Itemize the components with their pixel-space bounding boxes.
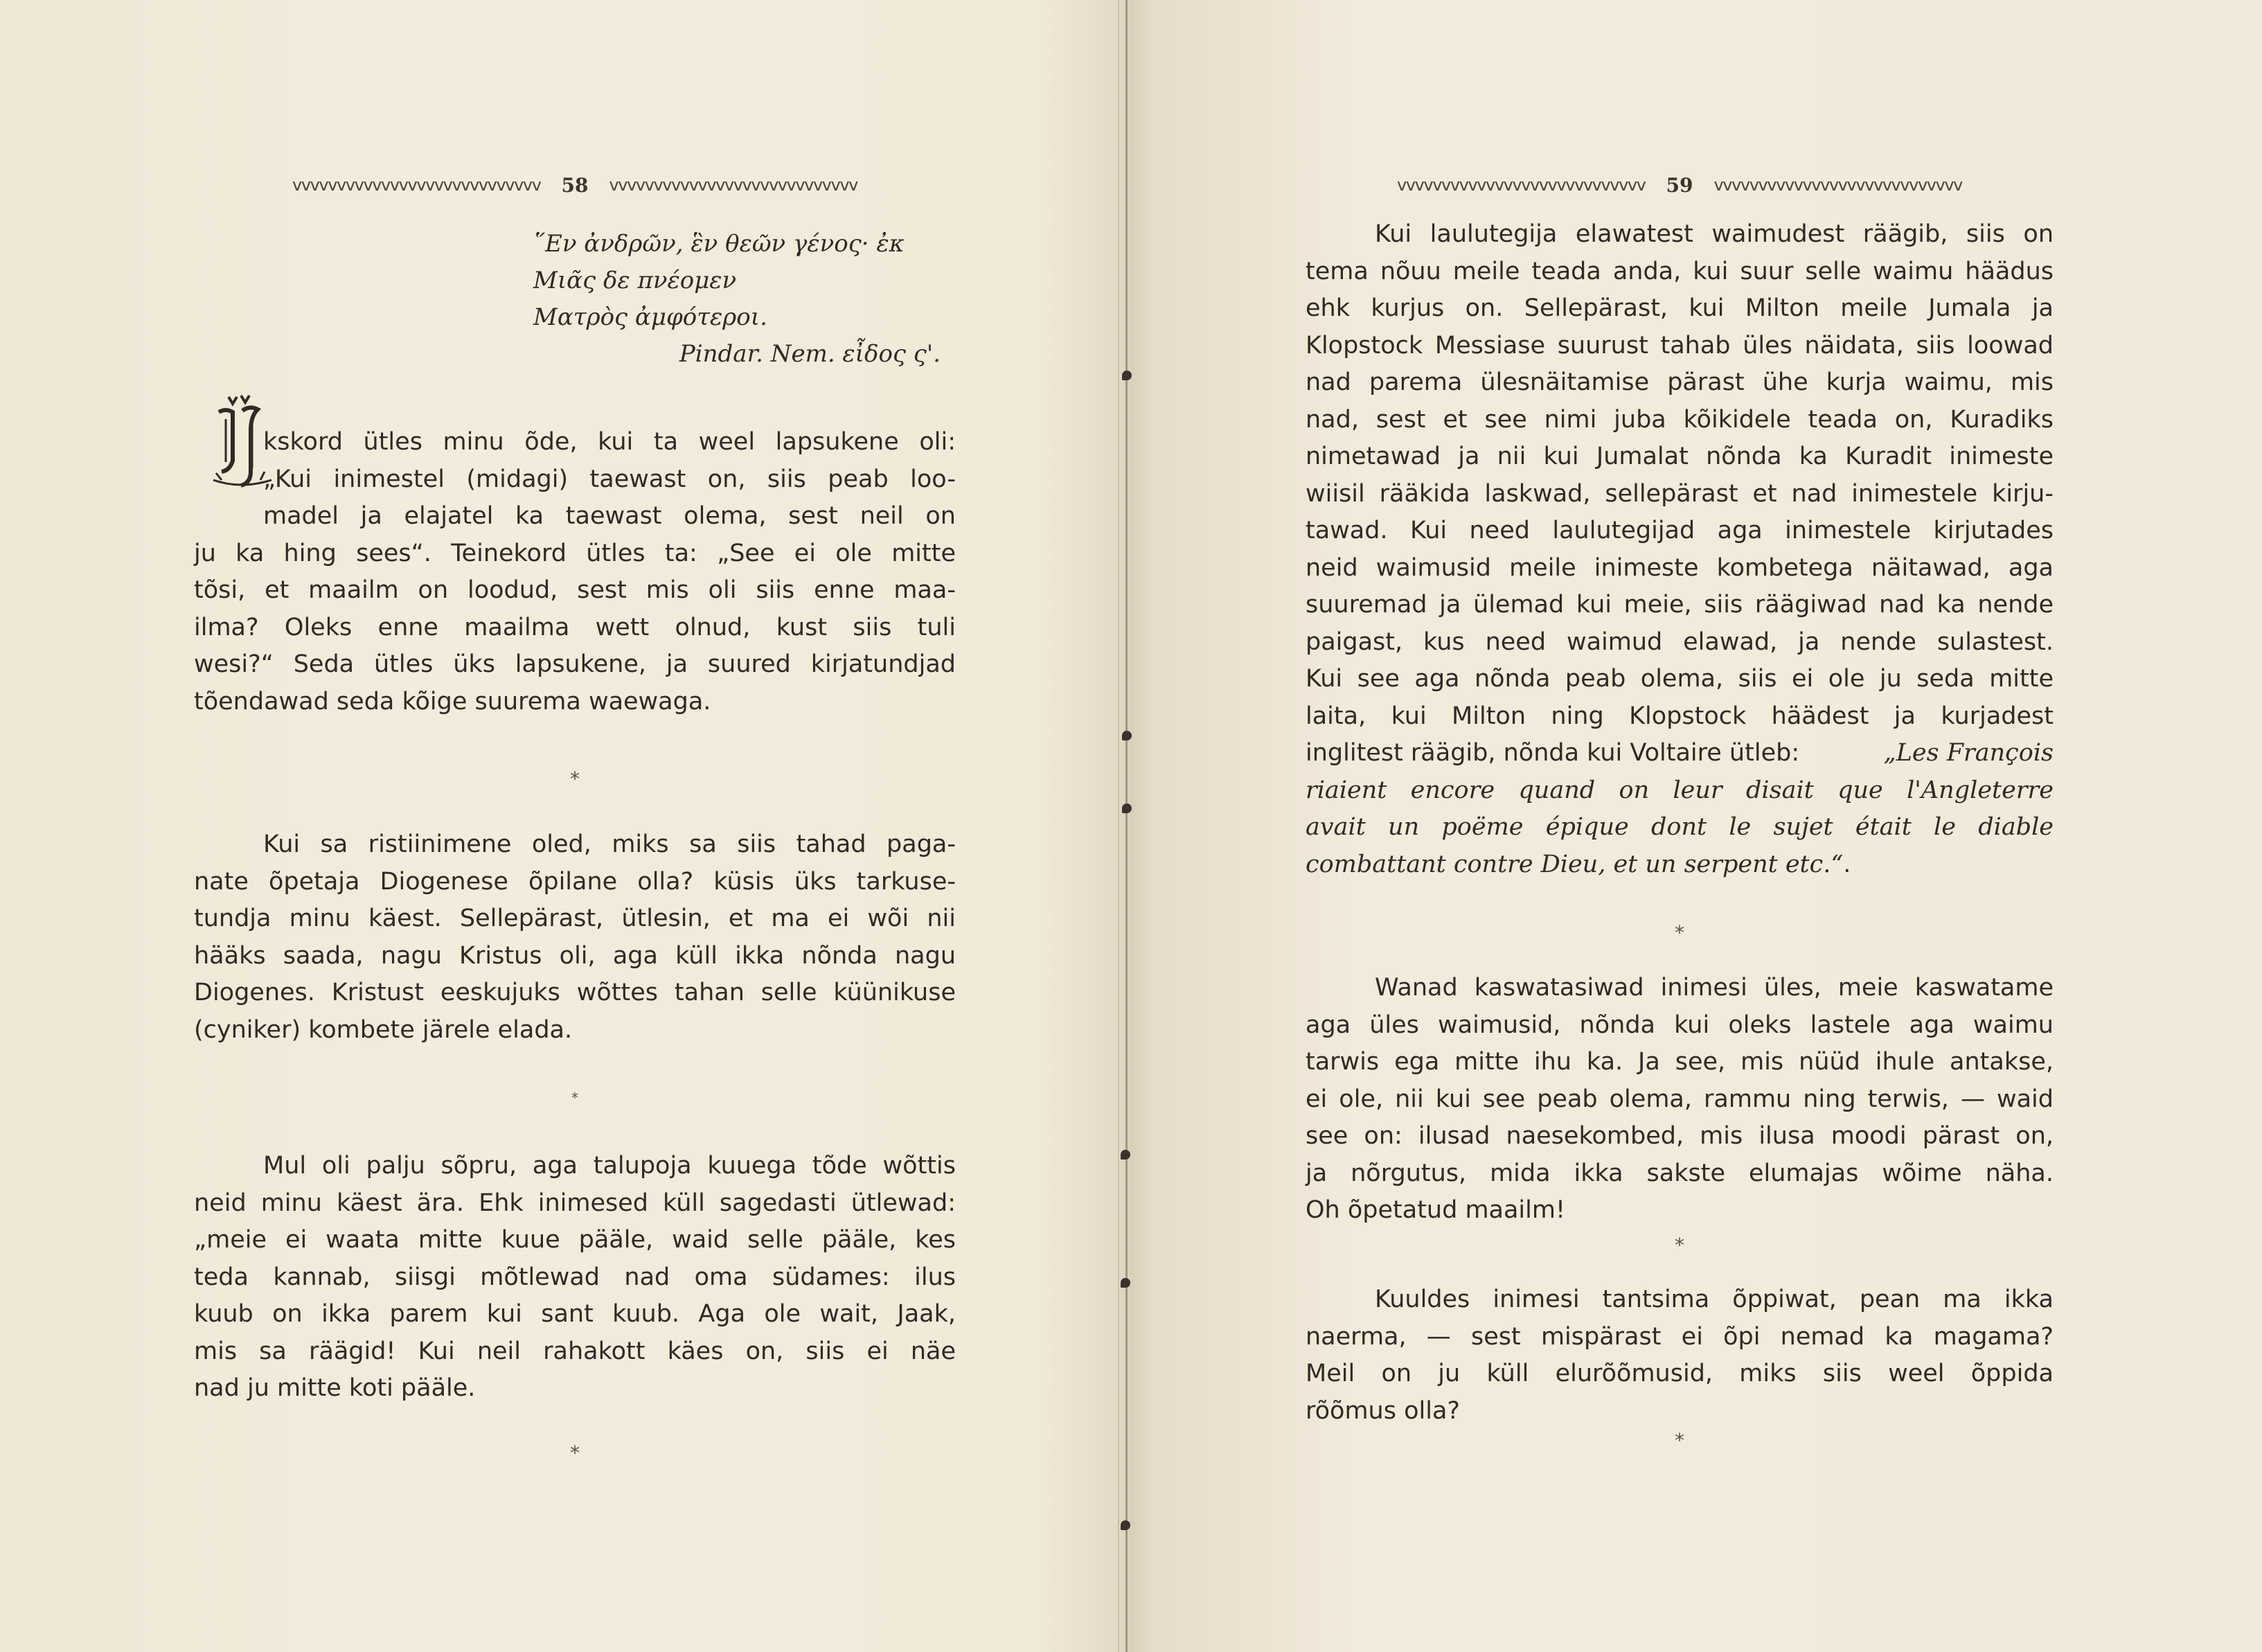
text-line: wesi?“ Seda ütles üks lapsukene, ja suured kirjatundjad bbox=[194, 650, 956, 678]
text-line: Diogenes. Kristust eeskujuks wõttes tahan selle küünikuse bbox=[194, 979, 956, 1006]
text-line: tõsi, et maailm on loodud, sest mis oli siis enne maa- bbox=[194, 576, 956, 604]
page-number: 58 bbox=[561, 173, 589, 197]
text-line: nad ju mitte koti pääle. bbox=[194, 1374, 476, 1402]
text-line: madel ja elajatel ka taewast olema, sest neil on bbox=[263, 502, 956, 530]
text-line: tundja minu käest. Sellepärast, ütlesin, et ma ei wõi nii bbox=[194, 905, 956, 932]
binding-stitch bbox=[1121, 1150, 1130, 1160]
epigraph-line: Ματρὸς ἀμφότεροι. bbox=[533, 303, 767, 331]
binding-stitch bbox=[1122, 371, 1132, 380]
section-separator: * bbox=[571, 1090, 578, 1106]
text-line: nad, sest et see nimi juba kõikidele teada on, Kuradiks bbox=[1306, 405, 2054, 434]
text-line: wiisil rääkida laskwad, sellepärast et nad inimestele kirju- bbox=[1306, 479, 2054, 508]
paragraph-1 bbox=[1306, 216, 2054, 883]
section-separator: * bbox=[570, 767, 580, 790]
text-line: Kui see aga nõnda peab olema, siis ei ole ju seda mitte bbox=[1306, 665, 2054, 693]
paragraph-3 bbox=[194, 1148, 956, 1407]
text-span: . bbox=[1843, 850, 1851, 878]
text-line: nad parema ülesnäitamise pärast ühe kurja waimu, mis bbox=[1306, 368, 2054, 396]
binding-stitch bbox=[1122, 803, 1132, 813]
text-line: ei ole, nii kui see peab olema, rammu ning terwis, — waid bbox=[1306, 1085, 2054, 1113]
text-line: kskord ütles minu õde, kui ta weel lapsukene oli: bbox=[263, 428, 956, 456]
page-number: 59 bbox=[1666, 173, 1693, 197]
header-ornament: vvvvvvvvvvvvvvvvvvvvvvvvvvvv bbox=[1713, 175, 1962, 195]
text-line: Wanad kaswatasiwad inimesi üles, meie kaswatame bbox=[1375, 974, 2054, 1002]
text-line: nimetawad ja nii kui Jumalat nõnda ka Kuradit inimeste bbox=[1306, 443, 2054, 470]
text-line: tarwis ega mitte ihu ka. Ja see, mis nüüd ihule antakse, bbox=[1306, 1048, 2054, 1076]
gutter-shadow bbox=[1118, 0, 1119, 1652]
text-line: tõendawad seda kõige suurema waewaga. bbox=[194, 687, 711, 716]
section-separator: * bbox=[570, 1441, 580, 1464]
text-line: Kui laulutegija elawatest waimudest räägib, siis on bbox=[1375, 220, 2054, 248]
text-line: Meil on ju küll elurõõmusid, miks siis weel õppida bbox=[1306, 1360, 2054, 1387]
text-line: suuremad ja ülemad kui meie, siis räägiwad nad ka nende bbox=[1306, 591, 2054, 619]
paragraph-2 bbox=[194, 826, 956, 1049]
section-separator: * bbox=[1675, 1234, 1684, 1256]
paragraph-3 bbox=[1306, 1281, 2054, 1430]
left-page bbox=[194, 0, 956, 1652]
text-line bbox=[1306, 846, 2054, 884]
page-header bbox=[1306, 171, 2054, 199]
text-line: Kuuldes inimesi tantsima õppiwat, pean ma ikka bbox=[1375, 1286, 2054, 1313]
text-line: laita, kui Milton ning Klopstock häädest ja kurjadest bbox=[1306, 702, 2054, 730]
text-line: ehk kurjus on. Sellepärast, kui Milton meile Jumala ja bbox=[1306, 294, 2054, 322]
text-line: „Kui inimestel (midagi) taewast on, siis peab loo- bbox=[263, 465, 956, 493]
text-line: Klopstock Messiase suurust tahab üles näidata, siis loowad bbox=[1306, 331, 2054, 359]
text-line: Mul oli palju sõpru, aga talupoja kuuega tõde wõttis bbox=[263, 1152, 956, 1180]
text-line: mis sa räägid! Kui neil rahakott käes on, siis ei näe bbox=[194, 1337, 956, 1365]
text-line: (cyniker) kombete järele elada. bbox=[194, 1015, 573, 1044]
section-separator: * bbox=[1675, 1429, 1684, 1452]
text-line: Oh õpetatud maailm! bbox=[1306, 1196, 1566, 1224]
text-line: neid minu käest ära. Ehk inimesed küll sagedasti ütlewad: bbox=[194, 1189, 956, 1217]
book-gutter bbox=[1125, 0, 1128, 1652]
header-ornament: vvvvvvvvvvvvvvvvvvvvvvvvvvvv bbox=[1397, 175, 1646, 195]
paragraph-2 bbox=[1306, 970, 2054, 1229]
text-line: ilma? Oleks enne maailma wett olnud, kust siis tuli bbox=[194, 613, 956, 641]
text-line: kuub on ikka parem kui sant kuub. Aga ole wait, Jaak, bbox=[194, 1300, 956, 1328]
epigraph-line: ῞Εν ἀνδρῶν, ἓν θεῶν γένος· ἐκ bbox=[533, 230, 905, 258]
french-quote: „Les François bbox=[1883, 739, 2054, 767]
text-span: inglitest räägib, nõnda kui Voltaire ütleb: bbox=[1306, 739, 1800, 767]
right-page bbox=[1306, 0, 2054, 1652]
french-quote: riaient encore quand on leur disait que l'Angleterre bbox=[1306, 776, 2054, 804]
text-line: aga üles waimusid, nõnda kui oleks lastele aga waimu bbox=[1306, 1011, 2054, 1039]
text-line: nate õpetaja Diogenese õpilane olla? küsis üks tarkuse- bbox=[194, 867, 956, 896]
text-line: hääks saada, nagu Kristus oli, aga küll ikka nõnda nagu bbox=[194, 941, 956, 970]
binding-stitch bbox=[1121, 1520, 1130, 1530]
text-line: rõõmus olla? bbox=[1306, 1396, 1460, 1425]
text-line: ju ka hing sees“. Teinekord ütles ta: „See ei ole mitte bbox=[194, 539, 956, 567]
paragraph-1 bbox=[194, 424, 956, 720]
epigraph-attribution: Pindar. Nem. εἶδος ς'. bbox=[679, 340, 941, 368]
header-ornament: vvvvvvvvvvvvvvvvvvvvvvvvvvvv bbox=[292, 175, 541, 195]
page-header bbox=[194, 171, 956, 199]
text-line: tawad. Kui need laulutegijad aga inimestele kirjutades bbox=[1306, 517, 2054, 544]
text-line: Kui sa ristiinimene oled, miks sa siis tahad paga- bbox=[263, 831, 956, 858]
binding-stitch bbox=[1122, 731, 1132, 740]
french-quote: combattant contre Dieu, et un serpent etc.“ bbox=[1306, 850, 1844, 878]
text-line: paigast, kus need waimud elawad, ja nende sulastest. bbox=[1306, 628, 2054, 656]
binding-stitch bbox=[1121, 1278, 1130, 1288]
text-line: tema nõuu meile teada anda, kui suur selle waimu häädus bbox=[1306, 257, 2054, 285]
text-line: neid waimusid meile inimeste kombetega näitawad, aga bbox=[1306, 553, 2054, 582]
epigraph bbox=[533, 226, 949, 373]
text-line bbox=[1306, 735, 2054, 772]
french-quote: avait un poëme épique dont le sujet était le diable bbox=[1306, 813, 2054, 841]
text-line: see on: ilusad naesekombed, mis ilusa moodi pärast on, bbox=[1306, 1122, 2054, 1150]
text-line: „meie ei waata mitte kuue pääle, waid selle pääle, kes bbox=[194, 1226, 956, 1254]
epigraph-line: Μιᾶς δε πνέομεν bbox=[533, 267, 737, 294]
text-line: ja nõrgutus, mida ikka sakste elumajas wõime näha. bbox=[1306, 1159, 2054, 1187]
text-line: teda kannab, siisgi mõtlewad nad oma südames: ilus bbox=[194, 1263, 956, 1291]
header-ornament: vvvvvvvvvvvvvvvvvvvvvvvvvvvv bbox=[609, 175, 857, 195]
section-separator: * bbox=[1675, 921, 1684, 944]
text-line: naerma, — sest mispärast ei õpi nemad ka magama? bbox=[1306, 1322, 2054, 1351]
